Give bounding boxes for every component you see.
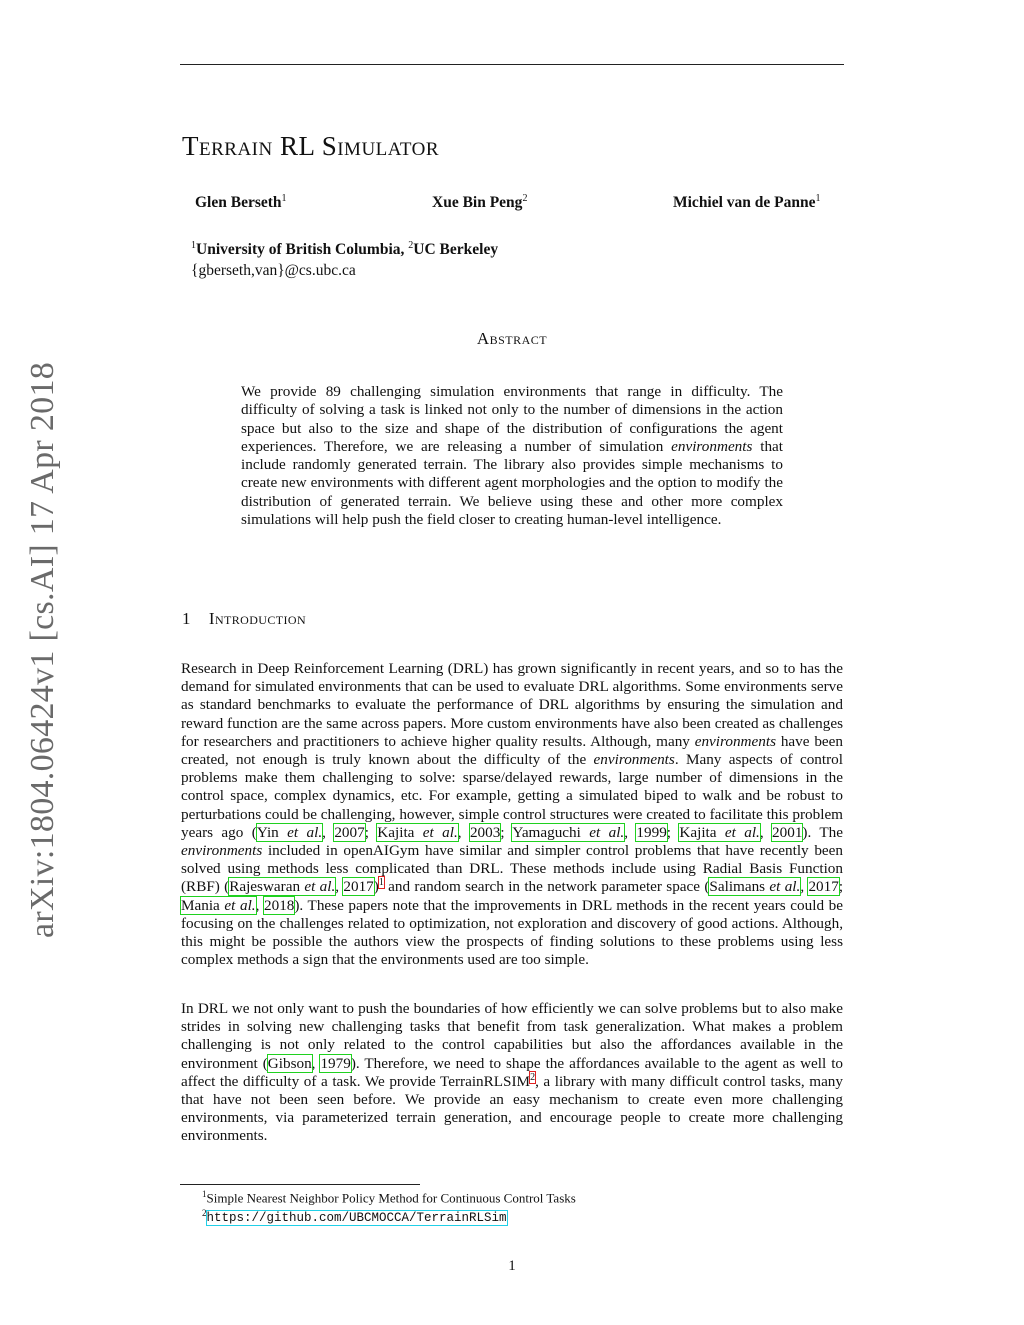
citation-year-link[interactable]: 2001 xyxy=(772,823,803,841)
intro-paragraph-1: Research in Deep Reinforcement Learning (DRL) has grown significantly in recent years, and so to has the demand for simulated environments that can be used to evaluate DRL algorithms. Some environments serve as standard benchmarks to evaluate the performance of DRL algorithms by ensuring the simulation and reward function are the same across papers. More custom environments have also been created as challenges for researchers and practitioners to achieve higher quality results. Although, many environments have been created, not enough is truly known about the difficulty of the environments. Many aspects of control problems make them challenging to solve: sparse/delayed rewards, large number of dimensions in the control space, complex dynamics, etc. For example, getting a simulated biped to walk and be robust to perturbations could be challenging, however, simple control structures were created to facilitate this problem years ago (Yin et al., 2007; Kajita et al., 2003; Yamaguchi et al., 1999; Kajita et al., 2001). The environments included in openAIGym have similar and simpler control problems that have recently been solved using methods less complicated than DRL. These methods include using Radial Basis Function (RBF) (Rajeswaran et al., 2017)$^1$ and random search in the network parameter space (Salimans et al., 2017; Mania et al., 2018). These papers note that the improvements in DRL methods in the recent years could be focusing on the challenges related to optimization, not exploration and discovery of good actions. Although, this might be possible the authors view the prospects of finding solutions to these problems using less complex methods a sign that the environments used are too simple. xyxy=(181,660,844,969)
affiliation-mark-2: 2 xyxy=(408,240,414,251)
citation-year-link[interactable]: 2018 xyxy=(264,896,295,914)
author-name: Xue Bin Peng xyxy=(432,194,523,212)
citation-year-link[interactable]: 2017 xyxy=(808,878,839,896)
citation-link[interactable]: Yamaguchi et al. xyxy=(512,823,625,841)
footnote-mark: 1 xyxy=(202,1189,207,1199)
affiliation-mark-1: 1 xyxy=(191,240,196,251)
author-affiliation-mark: 1 xyxy=(281,193,287,204)
citation-link[interactable]: Mania et al. xyxy=(181,896,256,914)
page-number: 1 xyxy=(508,1258,516,1274)
affiliation-1: University of British Columbia, xyxy=(196,241,409,259)
section-title: Introduction xyxy=(208,609,307,628)
citation-link[interactable]: Gibson xyxy=(267,1054,312,1072)
citation-year-link[interactable]: 1999 xyxy=(636,823,667,841)
intro-paragraph-2: In DRL we not only want to push the boundaries of how efficiently we can solve problems but to also make strides in solving new challenging tasks that benefit from task generalization. What makes a problem challenging is not only related to the control capabilities but also the affordances available in the environment (Gibson, 1979). Therefore, we need to shape the affordances available to the agent as well to affect the difficulty of a task. We provide TerrainRLSIM$^2$, a library with many difficult control tasks, many that have not been seen before. We provide an easy mechanism to create even more challenging environments, via parameterized terrain generation, and encourage people to create more challenging environments. xyxy=(181,1000,844,1145)
citation-year-link[interactable]: 2007 xyxy=(334,823,365,841)
affiliations xyxy=(191,240,498,259)
footnote-ref-link[interactable]: 2 xyxy=(530,1071,536,1083)
citation-link[interactable]: Kajita et al. xyxy=(377,823,458,841)
citation-link[interactable]: Salimans et al. xyxy=(709,878,801,896)
citation-year-link[interactable]: 2003 xyxy=(469,823,501,841)
footnote-rule xyxy=(180,1184,420,1185)
author-2 xyxy=(432,193,527,212)
abstract-text: We provide 89 challenging simulation environments that range in difficulty. The difficulty of solving a task is linked not only to the number of dimensions in the action space but also to the size and shape of the distribution of configurations the agent experiences. Therefore, we are releasing a number of simulation environments that include randomly generated terrain. The library also provides simple mechanisms to create new environments with different agent morphologies and the option to modify the distribution of generated terrain. We believe using these and other more complex simulations will help push the field closer to creating human-level intelligence. xyxy=(241,383,783,529)
author-affiliation-mark: 1 xyxy=(815,193,821,204)
footnote-mark: 2 xyxy=(202,1208,207,1218)
top-rule xyxy=(180,64,844,65)
footnote-text: Simple Nearest Neighbor Policy Method for Continuous Control Tasks xyxy=(206,1190,576,1206)
citation-link[interactable]: Rajeswaran et al. xyxy=(229,878,336,896)
section-heading-introduction xyxy=(182,609,306,629)
citation-link[interactable]: Kajita et al. xyxy=(679,823,760,841)
footnote-ref-link[interactable]: 1 xyxy=(378,877,384,889)
affiliation-2: UC Berkeley xyxy=(413,241,499,259)
paper-title: Terrain RL Simulator xyxy=(182,131,440,161)
footnote-url-link[interactable]: https://github.com/UBCMOCCA/TerrainRLSim xyxy=(206,1211,507,1226)
footnote-1 xyxy=(202,1189,576,1206)
citation-year-link[interactable]: 2017 xyxy=(343,878,374,896)
author-email: {gberseth,van}@cs.ubc.ca xyxy=(191,262,356,279)
author-name: Glen Berseth xyxy=(195,194,282,212)
section-number: 1 xyxy=(182,609,191,628)
author-affiliation-mark: 2 xyxy=(522,193,528,204)
footnote-2 xyxy=(202,1208,507,1225)
author-1 xyxy=(195,193,287,212)
author-name: Michiel van de Panne xyxy=(673,194,816,212)
arxiv-identifier-stamp: arXiv:1804.06424v1 [cs.AI] 17 Apr 2018 xyxy=(24,361,61,939)
citation-link[interactable]: Yin et al. xyxy=(256,823,323,841)
author-3 xyxy=(673,193,821,212)
citation-year-link[interactable]: 1979 xyxy=(320,1054,351,1072)
abstract-heading: Abstract xyxy=(476,329,548,348)
